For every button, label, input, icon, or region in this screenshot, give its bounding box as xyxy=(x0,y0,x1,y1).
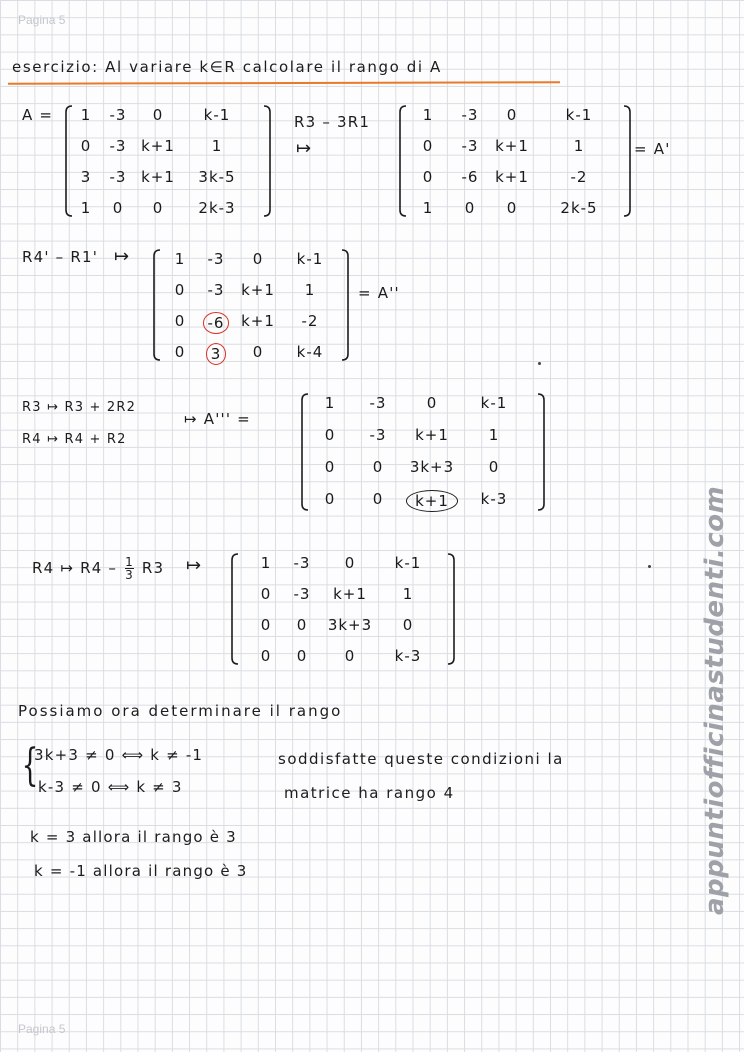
matrix-cell-value: -6 xyxy=(461,168,479,186)
page-header-label: Pagina 5 xyxy=(18,13,66,27)
matrix-cell-value: -6 xyxy=(203,312,230,334)
matrix-cell-value: 0 xyxy=(152,199,164,217)
fraction-numerator: 1 xyxy=(125,555,134,569)
matrix-cell-value: k-1 xyxy=(480,394,508,412)
matrix-cell xyxy=(191,199,243,217)
matrix-cell xyxy=(553,168,605,186)
matrix-cell-value: 0 xyxy=(174,343,186,361)
matrix-cell xyxy=(468,426,520,444)
matrix-cell xyxy=(468,394,520,412)
matrix-cell-value: 0 xyxy=(174,281,186,299)
matrix-cell xyxy=(132,137,184,155)
matrix-cell xyxy=(352,426,404,444)
matrix-a-third xyxy=(298,390,548,514)
matrix-cell-value: 2k-3 xyxy=(198,199,236,217)
step1-arrow: ↦ xyxy=(296,138,313,159)
matrix-a-second xyxy=(150,246,352,364)
matrix-cell-value: -3 xyxy=(293,554,311,572)
matrix-cell-value: 3k+3 xyxy=(409,458,455,476)
stray-dot xyxy=(538,362,541,365)
right-bracket xyxy=(624,106,630,216)
matrix-cell xyxy=(304,458,356,476)
matrix-a-prime xyxy=(396,102,634,220)
matrix-cell xyxy=(486,137,538,155)
matrix-cell xyxy=(553,106,605,124)
matrix-cell-value: 3 xyxy=(80,168,92,186)
matrix-cell-value: 0 xyxy=(506,106,518,124)
matrix-cell-value: -3 xyxy=(369,426,387,444)
exercise-title: esercizio: Al variare k∈R calcolare il rango di A xyxy=(12,58,442,76)
matrix-cell-value: 0 xyxy=(372,458,384,476)
matrix-cell xyxy=(191,106,243,124)
matrix-cell xyxy=(276,554,328,572)
matrix-cell-value: 3 xyxy=(206,343,227,365)
step4-operation-suffix: R3 xyxy=(141,559,165,577)
matrix-cell-value: k-3 xyxy=(394,647,422,665)
condition-brace: { xyxy=(21,740,39,791)
matrix-cell-value: 0 xyxy=(344,554,356,572)
condition-note-2: matrice ha rango 4 xyxy=(284,784,455,802)
matrix-cell xyxy=(191,137,243,155)
matrix-cell-value: -3 xyxy=(109,137,127,155)
matrix-cell xyxy=(304,426,356,444)
matrix-cell xyxy=(324,585,376,603)
matrix-cell-value: 0 xyxy=(372,490,384,508)
matrix-cell xyxy=(468,458,520,476)
step1-operation: R3 – 3R1 xyxy=(294,113,371,131)
matrix-cell xyxy=(352,490,404,508)
matrix-cell-value: 0 xyxy=(402,616,414,634)
step3-operation-1: R3 ↦ R3 + 2R2 xyxy=(22,400,137,415)
matrix-a-label: A = xyxy=(22,106,54,124)
matrix-cell xyxy=(382,616,434,634)
right-bracket xyxy=(538,394,544,510)
matrix-cell xyxy=(284,343,336,361)
matrix-cell-value: -2 xyxy=(301,312,319,330)
right-bracket xyxy=(448,554,454,664)
matrix-cell-value: 0 xyxy=(296,616,308,634)
conclusion-intro: Possiamo ora determinare il rango xyxy=(18,702,343,720)
matrix-cell xyxy=(284,250,336,268)
matrix-cell-value: -3 xyxy=(109,106,127,124)
watermark: appuntiofficinastudenti.com xyxy=(700,485,730,915)
matrix-cell-value: 1 xyxy=(324,394,336,412)
matrix-a-second-label: = A'' xyxy=(358,284,400,302)
matrix-cell-value: k+1 xyxy=(415,426,449,444)
matrix-cell-value: k-1 xyxy=(296,250,324,268)
matrix-cell xyxy=(324,647,376,665)
matrix-cell-value: -3 xyxy=(207,250,225,268)
matrix-cell-value: k+1 xyxy=(333,585,367,603)
matrix-cell-value: k-3 xyxy=(480,490,508,508)
matrix-cell-value: 0 xyxy=(296,647,308,665)
matrix-cell-value: -3 xyxy=(461,106,479,124)
matrix-cell-value: 1 xyxy=(573,137,585,155)
matrix-cell-value: k+1 xyxy=(241,281,275,299)
step4-operation xyxy=(32,556,164,581)
matrix-cell-value: 1 xyxy=(304,281,316,299)
matrix-cell-value: 0 xyxy=(260,585,272,603)
step4-operation-prefix: R4 ↦ R4 – xyxy=(32,559,118,577)
matrix-cell-value: 2k-5 xyxy=(560,199,598,217)
step4-arrow: ↦ xyxy=(186,555,203,576)
matrix-cell-value: k+1 xyxy=(406,490,458,512)
matrix-cell-value: 0 xyxy=(422,137,434,155)
matrix-cell xyxy=(132,199,184,217)
matrix-cell-value: 0 xyxy=(422,168,434,186)
matrix-cell-value: 1 xyxy=(422,106,434,124)
matrix-cell-value: 0 xyxy=(252,343,264,361)
matrix-cell xyxy=(352,394,404,412)
matrix-cell-value: 1 xyxy=(260,554,272,572)
matrix-cell-value: 0 xyxy=(80,137,92,155)
matrix-cell-value: k+1 xyxy=(241,312,275,330)
matrix-cell-value: 1 xyxy=(80,199,92,217)
step3-operation-2: R4 ↦ R4 + R2 xyxy=(22,432,127,447)
matrix-cell xyxy=(382,554,434,572)
matrix-cell xyxy=(232,250,284,268)
matrix-cell xyxy=(352,458,404,476)
matrix-cell xyxy=(486,168,538,186)
matrix-cell-value: 1 xyxy=(174,250,186,268)
matrix-cell-value: k-1 xyxy=(565,106,593,124)
matrix-cell-value: 3k+3 xyxy=(327,616,373,634)
right-bracket xyxy=(342,250,348,360)
matrix-cell-value: k-4 xyxy=(296,343,324,361)
matrix-cell xyxy=(406,394,458,412)
matrix-cell xyxy=(232,312,284,330)
matrix-cell-value: 3k-5 xyxy=(198,168,236,186)
matrix-cell-value: 0 xyxy=(324,490,336,508)
matrix-cell xyxy=(191,168,243,186)
matrix-cell xyxy=(284,312,336,330)
matrix-cell-value: 1 xyxy=(80,106,92,124)
condition-2: k-3 ≠ 0 ⟺ k ≠ 3 xyxy=(38,778,183,796)
matrix-cell xyxy=(324,554,376,572)
matrix-cell-value: -3 xyxy=(207,281,225,299)
matrix-cell-value: 1 xyxy=(211,137,223,155)
step2-operation: R4' – R1' xyxy=(22,248,99,266)
fraction-denominator: 3 xyxy=(125,568,134,582)
matrix-cell-value: k-1 xyxy=(203,106,231,124)
matrix-cell-value: 0 xyxy=(324,458,336,476)
matrix-cell-value: 0 xyxy=(112,199,124,217)
matrix-cell xyxy=(382,585,434,603)
condition-1: 3k+3 ≠ 0 ⟺ k ≠ -1 xyxy=(34,746,204,764)
matrix-cell xyxy=(486,106,538,124)
matrix-cell-value: 1 xyxy=(402,585,414,603)
matrix-cell-value: 0 xyxy=(260,616,272,634)
matrix-cell xyxy=(406,490,458,512)
matrix-cell xyxy=(468,490,520,508)
matrix-cell-value: -3 xyxy=(461,137,479,155)
matrix-cell xyxy=(232,281,284,299)
matrix-cell-value: 1 xyxy=(488,426,500,444)
matrix-cell xyxy=(276,647,328,665)
matrix-cell-value: 0 xyxy=(152,106,164,124)
matrix-cell-value: k+1 xyxy=(495,168,529,186)
matrix-cell xyxy=(304,394,356,412)
matrix-cell xyxy=(276,585,328,603)
title-underline xyxy=(8,81,560,84)
stray-dot xyxy=(648,565,651,568)
matrix-cell xyxy=(553,137,605,155)
matrix-cell-value: k+1 xyxy=(495,137,529,155)
case-k-minus-1: k = -1 allora il rango è 3 xyxy=(34,862,248,880)
matrix-cell-value: 1 xyxy=(422,199,434,217)
matrix-cell xyxy=(406,426,458,444)
matrix-a xyxy=(62,102,274,220)
matrix-cell xyxy=(132,106,184,124)
matrix-cell-value: 0 xyxy=(324,426,336,444)
matrix-cell-value: 0 xyxy=(260,647,272,665)
matrix-cell xyxy=(276,616,328,634)
matrix-cell-value: -3 xyxy=(369,394,387,412)
matrix-final xyxy=(228,550,458,668)
matrix-cell xyxy=(553,199,605,217)
case-k-3: k = 3 allora il rango è 3 xyxy=(30,828,237,846)
matrix-cell-value: 0 xyxy=(488,458,500,476)
matrix-a-prime-label: = A' xyxy=(634,140,671,158)
condition-note-1: soddisfatte queste condizioni la xyxy=(278,750,564,768)
page-footer-label: Pagina 5 xyxy=(18,1022,66,1036)
matrix-cell xyxy=(232,343,284,361)
step2-arrow: ↦ xyxy=(114,246,131,267)
matrix-cell-value: k-1 xyxy=(394,554,422,572)
matrix-cell-value: 0 xyxy=(464,199,476,217)
matrix-cell xyxy=(284,281,336,299)
matrix-cell-value: 0 xyxy=(506,199,518,217)
matrix-cell xyxy=(486,199,538,217)
matrix-cell-value: -3 xyxy=(109,168,127,186)
right-bracket xyxy=(264,106,270,216)
matrix-cell-value: 0 xyxy=(252,250,264,268)
matrix-cell-value: -2 xyxy=(570,168,588,186)
matrix-cell-value: -3 xyxy=(293,585,311,603)
matrix-cell-value: k+1 xyxy=(141,137,175,155)
matrix-cell-value: 0 xyxy=(344,647,356,665)
matrix-cell xyxy=(406,458,458,476)
matrix-cell xyxy=(324,616,376,634)
matrix-cell xyxy=(382,647,434,665)
matrix-cell-value: 0 xyxy=(174,312,186,330)
matrix-cell xyxy=(304,490,356,508)
matrix-cell-value: k+1 xyxy=(141,168,175,186)
matrix-cell-value: 0 xyxy=(426,394,438,412)
left-bracket xyxy=(232,554,238,664)
matrix-cell xyxy=(132,168,184,186)
matrix-a-third-label: ↦ A''' = xyxy=(184,410,251,428)
